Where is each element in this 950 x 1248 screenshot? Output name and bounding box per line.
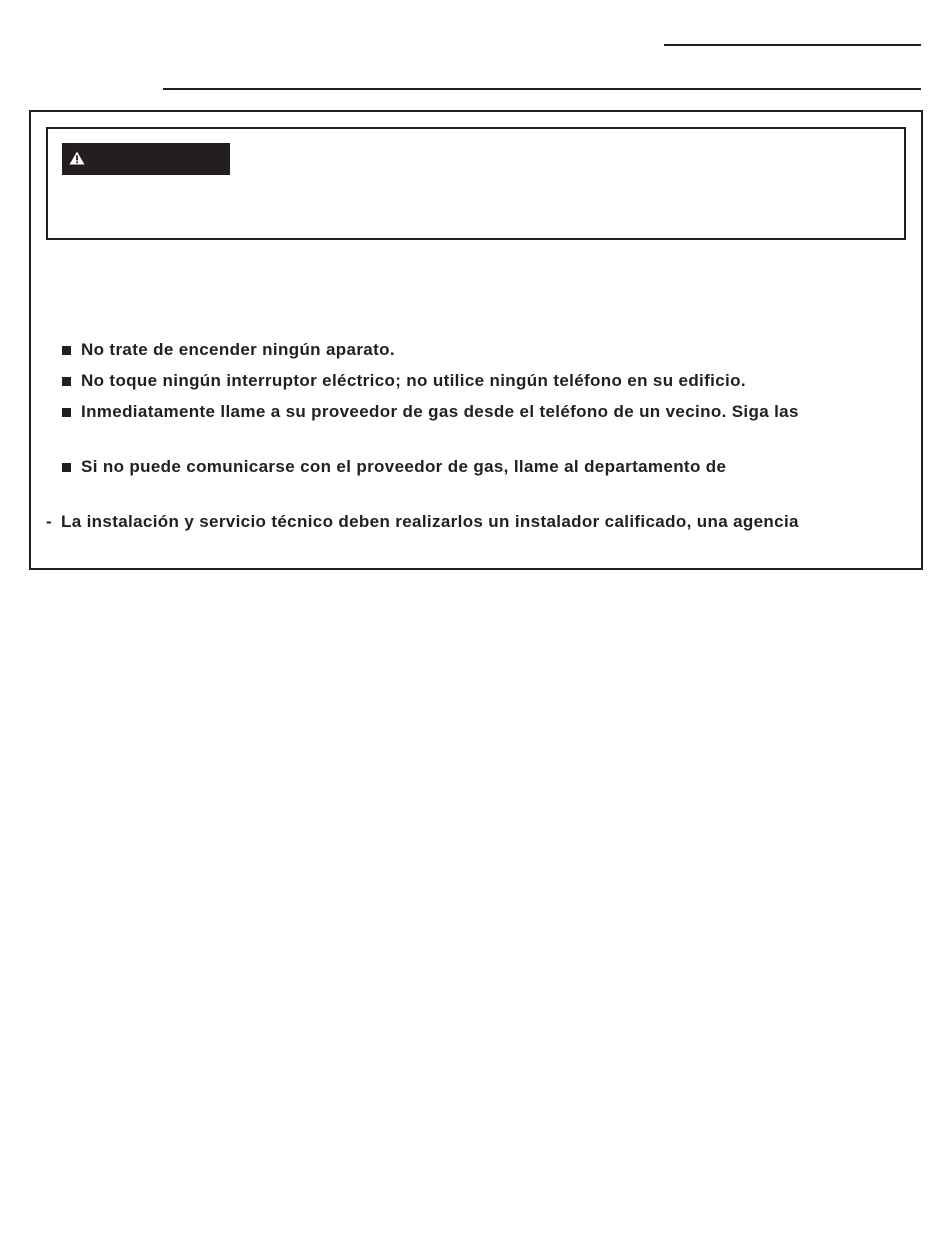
header-rule-short [664, 44, 921, 46]
warning-triangle-icon [69, 151, 85, 165]
bullet-marker [62, 463, 71, 472]
bullet-marker [62, 377, 71, 386]
instruction-line-4: Si no puede comunicarse con el proveedor de gas, llame al departamento de [81, 457, 727, 476]
installation-notice-line: La instalación y servicio técnico deben realizarlos un instalador calificado, una agencia [61, 512, 799, 531]
instruction-line-1: No trate de encender ningún aparato. [81, 340, 395, 359]
instruction-line-2: No toque ningún interruptor eléctrico; no utilice ningún teléfono en su edificio. [81, 371, 746, 390]
dash-marker: - [46, 512, 52, 531]
instruction-line-3: Inmediatamente llame a su proveedor de gas desde el teléfono de un vecino. Siga las [81, 402, 799, 421]
bullet-marker [62, 408, 71, 417]
warning-label-bar [62, 143, 230, 175]
bullet-marker [62, 346, 71, 355]
header-rule-long [163, 88, 921, 90]
